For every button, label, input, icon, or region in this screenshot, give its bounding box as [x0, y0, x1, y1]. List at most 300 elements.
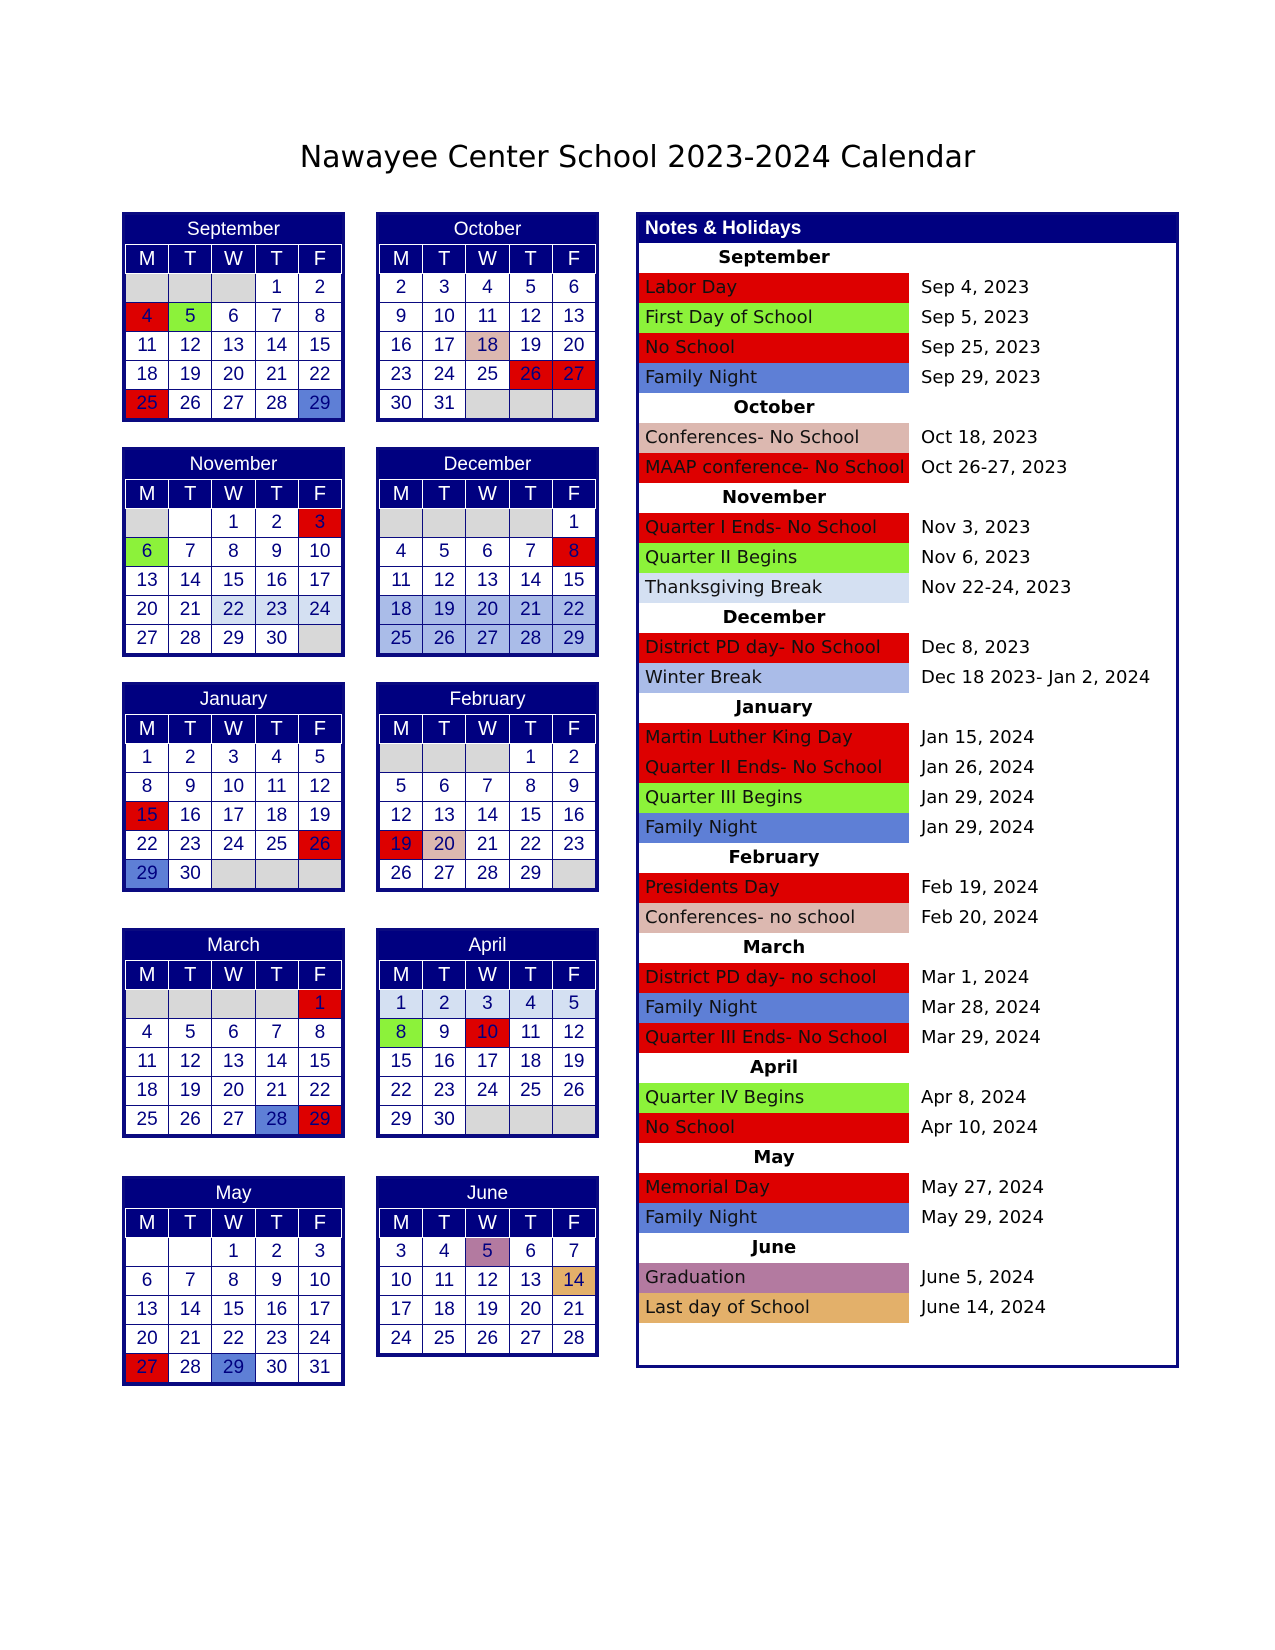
day-cell: 7	[509, 538, 552, 567]
empty-day-cell	[126, 990, 169, 1019]
day-cell: 24	[298, 596, 341, 625]
note-label: Memorial Day	[639, 1173, 909, 1203]
day-cell: 8	[552, 538, 595, 567]
section-month: September	[718, 247, 830, 268]
note-date: Feb 20, 2024	[921, 907, 1039, 928]
weekday-header: W	[466, 715, 509, 744]
day-cell: 28	[169, 625, 212, 654]
day-cell: 6	[126, 538, 169, 567]
weekday-header: W	[212, 480, 255, 509]
day-cell: 4	[509, 990, 552, 1019]
day-cell: 18	[255, 802, 298, 831]
day-cell: 6	[126, 1267, 169, 1296]
day-cell: 27	[466, 625, 509, 654]
notes-item	[639, 663, 1176, 693]
day-cell: 27	[126, 1354, 169, 1383]
note-date: Jan 15, 2024	[921, 727, 1035, 748]
day-cell: 3	[212, 744, 255, 773]
day-cell: 18	[126, 1077, 169, 1106]
month-november	[122, 447, 345, 657]
day-cell: 18	[126, 361, 169, 390]
day-cell: 6	[423, 773, 466, 802]
day-cell: 15	[298, 332, 341, 361]
day-cell: 5	[509, 274, 552, 303]
day-cell: 15	[126, 802, 169, 831]
day-cell: 8	[380, 1019, 423, 1048]
month-march	[122, 928, 345, 1138]
notes-item	[639, 543, 1176, 573]
notes-item	[639, 1293, 1176, 1323]
notes-item	[639, 813, 1176, 843]
note-date: Sep 5, 2023	[921, 307, 1030, 328]
note-label: Graduation	[639, 1263, 909, 1293]
day-cell: 12	[169, 1048, 212, 1077]
day-cell: 20	[212, 361, 255, 390]
day-cell: 22	[552, 596, 595, 625]
day-cell: 3	[298, 509, 341, 538]
weekday-header: T	[255, 1209, 298, 1238]
day-cell: 26	[552, 1077, 595, 1106]
day-cell: 1	[126, 744, 169, 773]
notes-item	[639, 273, 1176, 303]
notes-item	[639, 723, 1176, 753]
day-cell: 22	[380, 1077, 423, 1106]
day-cell: 21	[255, 1077, 298, 1106]
day-cell: 24	[298, 1325, 341, 1354]
weekday-header: T	[255, 245, 298, 274]
day-cell: 20	[126, 596, 169, 625]
notes-item	[639, 1023, 1176, 1053]
note-label: District PD day- No School	[639, 633, 909, 663]
day-cell: 20	[552, 332, 595, 361]
day-cell: 4	[466, 274, 509, 303]
note-label: No School	[639, 1113, 909, 1143]
day-cell: 25	[126, 1106, 169, 1135]
weekday-header: T	[423, 961, 466, 990]
day-cell: 14	[255, 332, 298, 361]
day-cell: 5	[380, 773, 423, 802]
day-cell: 26	[509, 361, 552, 390]
day-cell: 5	[423, 538, 466, 567]
day-cell: 25	[423, 1325, 466, 1354]
day-cell: 18	[466, 332, 509, 361]
day-cell: 25	[126, 390, 169, 419]
notes-section-heading	[639, 693, 1176, 723]
day-cell: 4	[423, 1238, 466, 1267]
notes-item	[639, 333, 1176, 363]
day-cell: 30	[169, 860, 212, 889]
day-cell: 14	[466, 802, 509, 831]
day-cell: 21	[509, 596, 552, 625]
day-cell: 15	[298, 1048, 341, 1077]
day-cell: 24	[466, 1077, 509, 1106]
day-cell: 26	[466, 1325, 509, 1354]
day-cell: 21	[552, 1296, 595, 1325]
empty-day-cell	[466, 744, 509, 773]
page-title: Nawayee Center School 2023-2024 Calendar	[299, 140, 976, 175]
weekday-header: W	[466, 961, 509, 990]
day-cell: 1	[298, 990, 341, 1019]
notes-section-heading	[639, 243, 1176, 273]
weekday-header: T	[423, 480, 466, 509]
day-cell: 7	[255, 1019, 298, 1048]
day-cell: 26	[169, 390, 212, 419]
month-name: December	[379, 450, 596, 479]
notes-section-heading	[639, 1233, 1176, 1263]
notes-item	[639, 513, 1176, 543]
day-cell: 13	[552, 303, 595, 332]
day-cell: 16	[552, 802, 595, 831]
day-cell: 13	[212, 332, 255, 361]
notes-item	[639, 1083, 1176, 1113]
day-cell: 31	[423, 390, 466, 419]
weekday-header: T	[509, 480, 552, 509]
day-cell: 17	[466, 1048, 509, 1077]
day-cell: 30	[423, 1106, 466, 1135]
note-label: Winter Break	[639, 663, 909, 693]
month-name: March	[125, 931, 342, 960]
empty-day-cell	[212, 860, 255, 889]
notes-heading: Notes & Holidays	[639, 215, 1176, 243]
day-cell: 14	[255, 1048, 298, 1077]
weekday-header: W	[466, 245, 509, 274]
notes-item	[639, 423, 1176, 453]
day-cell: 6	[509, 1238, 552, 1267]
day-cell: 13	[423, 802, 466, 831]
day-cell: 27	[212, 390, 255, 419]
weekday-header: F	[552, 245, 595, 274]
note-date: Jan 26, 2024	[921, 757, 1035, 778]
note-label: Martin Luther King Day	[639, 723, 909, 753]
notes-list	[639, 243, 1176, 1323]
day-cell: 25	[509, 1077, 552, 1106]
notes-item	[639, 453, 1176, 483]
empty-day-cell	[423, 509, 466, 538]
note-date: Apr 8, 2024	[921, 1087, 1027, 1108]
note-label: No School	[639, 333, 909, 363]
note-date: Oct 18, 2023	[921, 427, 1038, 448]
weekday-header: T	[255, 480, 298, 509]
weekday-header: M	[380, 480, 423, 509]
day-cell: 20	[466, 596, 509, 625]
day-cell: 23	[552, 831, 595, 860]
day-cell: 14	[169, 567, 212, 596]
day-cell: 22	[509, 831, 552, 860]
weekday-header: W	[212, 715, 255, 744]
day-cell: 10	[466, 1019, 509, 1048]
day-cell: 11	[126, 332, 169, 361]
empty-day-cell	[126, 1238, 169, 1267]
day-cell: 1	[255, 274, 298, 303]
weekday-header: M	[380, 961, 423, 990]
note-date: May 27, 2024	[921, 1177, 1045, 1198]
day-cell: 12	[298, 773, 341, 802]
note-label: Last day of School	[639, 1293, 909, 1323]
note-label: Quarter III Ends- No School	[639, 1023, 909, 1053]
weekday-header: F	[298, 1209, 341, 1238]
weekday-header: W	[212, 961, 255, 990]
day-cell: 1	[552, 509, 595, 538]
empty-day-cell	[466, 1106, 509, 1135]
day-cell: 31	[298, 1354, 341, 1383]
day-cell: 7	[255, 303, 298, 332]
notes-item	[639, 993, 1176, 1023]
weekday-header: M	[126, 245, 169, 274]
note-date: Dec 8, 2023	[921, 637, 1031, 658]
section-month: January	[735, 697, 813, 718]
day-cell: 13	[126, 1296, 169, 1325]
weekday-header: M	[126, 1209, 169, 1238]
day-cell: 19	[552, 1048, 595, 1077]
day-cell: 29	[212, 625, 255, 654]
notes-item	[639, 1263, 1176, 1293]
day-cell: 1	[380, 990, 423, 1019]
day-cell: 23	[255, 1325, 298, 1354]
notes-panel	[636, 212, 1179, 1368]
note-date: May 29, 2024	[921, 1207, 1045, 1228]
weekday-header: F	[552, 480, 595, 509]
weekday-header: W	[212, 1209, 255, 1238]
weekday-header: F	[298, 715, 341, 744]
day-cell: 7	[552, 1238, 595, 1267]
notes-item	[639, 1173, 1176, 1203]
day-cell: 2	[552, 744, 595, 773]
day-cell: 4	[126, 1019, 169, 1048]
weekday-header: T	[169, 961, 212, 990]
notes-item	[639, 1203, 1176, 1233]
day-cell: 22	[298, 1077, 341, 1106]
note-label: Quarter III Begins	[639, 783, 909, 813]
day-cell: 9	[169, 773, 212, 802]
day-cell: 25	[466, 361, 509, 390]
empty-day-cell	[552, 860, 595, 889]
day-cell: 8	[509, 773, 552, 802]
day-cell: 6	[212, 303, 255, 332]
day-cell: 30	[380, 390, 423, 419]
day-cell: 13	[509, 1267, 552, 1296]
day-cell: 9	[380, 303, 423, 332]
day-cell: 9	[255, 538, 298, 567]
note-label: First Day of School	[639, 303, 909, 333]
day-cell: 2	[423, 990, 466, 1019]
day-cell: 16	[255, 567, 298, 596]
month-name: September	[125, 215, 342, 244]
day-cell: 13	[126, 567, 169, 596]
note-label: Quarter II Begins	[639, 543, 909, 573]
weekday-header: F	[552, 1209, 595, 1238]
month-february	[376, 682, 599, 892]
month-june	[376, 1176, 599, 1357]
note-date: Feb 19, 2024	[921, 877, 1039, 898]
day-cell: 11	[423, 1267, 466, 1296]
weekday-header: M	[380, 715, 423, 744]
empty-day-cell	[126, 509, 169, 538]
notes-item	[639, 303, 1176, 333]
notes-item	[639, 573, 1176, 603]
day-cell: 16	[169, 802, 212, 831]
note-date: Jan 29, 2024	[921, 787, 1035, 808]
note-date: Mar 1, 2024	[921, 967, 1030, 988]
notes-item	[639, 363, 1176, 393]
day-cell: 16	[380, 332, 423, 361]
day-cell: 10	[298, 1267, 341, 1296]
weekday-header: F	[298, 480, 341, 509]
notes-section-heading	[639, 603, 1176, 633]
weekday-header: T	[423, 715, 466, 744]
day-cell: 11	[509, 1019, 552, 1048]
empty-day-cell	[255, 860, 298, 889]
notes-item	[639, 873, 1176, 903]
day-cell: 13	[212, 1048, 255, 1077]
day-cell: 12	[509, 303, 552, 332]
weekday-header: F	[298, 245, 341, 274]
day-cell: 2	[255, 509, 298, 538]
day-cell: 9	[552, 773, 595, 802]
empty-day-cell	[380, 509, 423, 538]
note-label: Labor Day	[639, 273, 909, 303]
day-cell: 12	[380, 802, 423, 831]
day-cell: 3	[380, 1238, 423, 1267]
weekday-header: W	[466, 480, 509, 509]
note-label: District PD day- no school	[639, 963, 909, 993]
day-cell: 5	[552, 990, 595, 1019]
day-cell: 24	[380, 1325, 423, 1354]
notes-item	[639, 903, 1176, 933]
day-cell: 21	[466, 831, 509, 860]
empty-day-cell	[423, 744, 466, 773]
empty-day-cell	[509, 509, 552, 538]
day-cell: 19	[169, 1077, 212, 1106]
day-cell: 9	[255, 1267, 298, 1296]
day-cell: 17	[298, 1296, 341, 1325]
day-cell: 22	[212, 596, 255, 625]
month-october	[376, 212, 599, 422]
note-label: Quarter IV Begins	[639, 1083, 909, 1113]
day-cell: 20	[509, 1296, 552, 1325]
note-label: Family Night	[639, 1203, 909, 1233]
empty-day-cell	[212, 990, 255, 1019]
day-cell: 8	[212, 1267, 255, 1296]
day-cell: 29	[126, 860, 169, 889]
day-cell: 18	[509, 1048, 552, 1077]
day-cell: 29	[212, 1354, 255, 1383]
day-cell: 15	[509, 802, 552, 831]
note-date: Mar 28, 2024	[921, 997, 1041, 1018]
weekday-header: T	[169, 245, 212, 274]
weekday-header: M	[380, 245, 423, 274]
day-cell: 14	[509, 567, 552, 596]
day-cell: 8	[212, 538, 255, 567]
day-cell: 23	[169, 831, 212, 860]
weekday-header: M	[126, 480, 169, 509]
day-cell: 22	[212, 1325, 255, 1354]
day-cell: 11	[255, 773, 298, 802]
day-cell: 15	[212, 1296, 255, 1325]
weekday-header: M	[380, 1209, 423, 1238]
day-cell: 27	[552, 361, 595, 390]
day-cell: 21	[255, 361, 298, 390]
day-cell: 19	[466, 1296, 509, 1325]
day-cell: 27	[126, 625, 169, 654]
day-cell: 22	[298, 361, 341, 390]
weekday-header: W	[212, 245, 255, 274]
month-january	[122, 682, 345, 892]
day-cell: 28	[255, 1106, 298, 1135]
day-cell: 7	[169, 1267, 212, 1296]
day-cell: 10	[298, 538, 341, 567]
empty-day-cell	[509, 1106, 552, 1135]
notes-item	[639, 1113, 1176, 1143]
day-cell: 16	[255, 1296, 298, 1325]
empty-day-cell	[255, 990, 298, 1019]
empty-day-cell	[552, 1106, 595, 1135]
day-cell: 23	[423, 1077, 466, 1106]
day-cell: 23	[255, 596, 298, 625]
section-month: March	[742, 937, 806, 958]
day-cell: 19	[509, 332, 552, 361]
day-cell: 28	[169, 1354, 212, 1383]
day-cell: 6	[466, 538, 509, 567]
day-cell: 4	[255, 744, 298, 773]
note-label: Thanksgiving Break	[639, 573, 909, 603]
day-cell: 8	[298, 303, 341, 332]
day-cell: 28	[466, 860, 509, 889]
empty-day-cell	[126, 274, 169, 303]
note-label: Quarter II Ends- No School	[639, 753, 909, 783]
notes-section-heading	[639, 393, 1176, 423]
day-cell: 2	[169, 744, 212, 773]
section-month: May	[753, 1147, 795, 1168]
day-cell: 26	[169, 1106, 212, 1135]
empty-day-cell	[380, 744, 423, 773]
note-date: June 14, 2024	[921, 1297, 1047, 1318]
section-month: December	[722, 607, 826, 628]
day-cell: 28	[509, 625, 552, 654]
empty-day-cell	[212, 274, 255, 303]
weekday-header: T	[169, 1209, 212, 1238]
month-name: January	[125, 685, 342, 714]
empty-day-cell	[552, 390, 595, 419]
day-cell: 16	[423, 1048, 466, 1077]
notes-item	[639, 753, 1176, 783]
day-cell: 3	[466, 990, 509, 1019]
weekday-header: F	[552, 961, 595, 990]
day-cell: 4	[380, 538, 423, 567]
empty-day-cell	[466, 509, 509, 538]
day-cell: 19	[298, 802, 341, 831]
day-cell: 14	[169, 1296, 212, 1325]
day-cell: 25	[380, 625, 423, 654]
note-label: Presidents Day	[639, 873, 909, 903]
day-cell: 29	[298, 390, 341, 419]
day-cell: 19	[380, 831, 423, 860]
month-name: May	[125, 1179, 342, 1208]
section-month: June	[751, 1237, 797, 1258]
month-may	[122, 1176, 345, 1386]
notes-section-heading	[639, 1053, 1176, 1083]
note-label: Conferences- No School	[639, 423, 909, 453]
section-month: April	[749, 1057, 799, 1078]
day-cell: 30	[255, 625, 298, 654]
day-cell: 12	[552, 1019, 595, 1048]
note-date: Jan 29, 2024	[921, 817, 1035, 838]
day-cell: 1	[212, 509, 255, 538]
day-cell: 17	[298, 567, 341, 596]
day-cell: 6	[552, 274, 595, 303]
month-september	[122, 212, 345, 422]
weekday-header: T	[423, 245, 466, 274]
day-cell: 28	[552, 1325, 595, 1354]
